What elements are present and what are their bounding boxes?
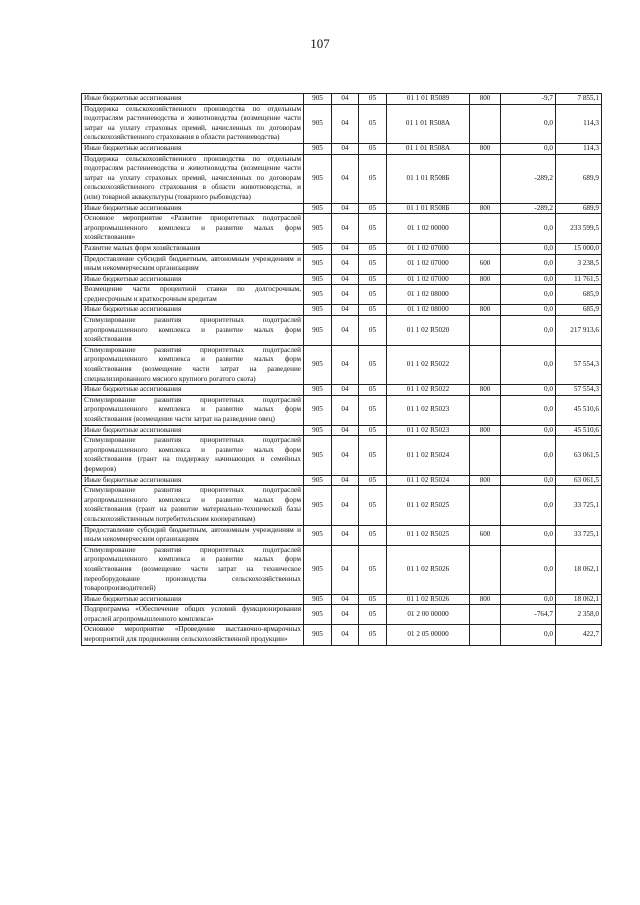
- cell-expense-type: [470, 545, 501, 594]
- cell-section-code: 04: [332, 594, 359, 605]
- cell-expense-type: [470, 605, 501, 625]
- table-row: [82, 605, 602, 625]
- cell-item-name: Стимулирование развития приоритетных подотраслей агропромышленного комплекса и развитие малых форм хозяйствования (грант на поддержку начинающих и семейных фермеров): [82, 436, 304, 475]
- cell-total-amount: 3 238,5: [556, 254, 602, 274]
- cell-subsection-code: 05: [359, 274, 387, 285]
- table-row: [82, 425, 602, 436]
- cell-grbs-code: 905: [304, 475, 332, 486]
- cell-expense-type: [470, 154, 501, 203]
- cell-section-code: 04: [332, 214, 359, 244]
- cell-grbs-code: 905: [304, 203, 332, 214]
- cell-subsection-code: 05: [359, 605, 387, 625]
- cell-item-name: Предоставление субсидий бюджетным, автономным учреждениям и иным некоммерческим организациям: [82, 254, 304, 274]
- cell-grbs-code: 905: [304, 385, 332, 396]
- cell-total-amount: 45 510,6: [556, 395, 602, 425]
- cell-section-code: 04: [332, 305, 359, 316]
- cell-target-article: 01 1 02 R5023: [387, 425, 470, 436]
- cell-grbs-code: 905: [304, 436, 332, 475]
- cell-section-code: 04: [332, 436, 359, 475]
- cell-expense-type: 800: [470, 203, 501, 214]
- cell-subsection-code: 05: [359, 203, 387, 214]
- cell-item-name: Иные бюджетные ассигнования: [82, 594, 304, 605]
- cell-expense-type: 600: [470, 254, 501, 274]
- cell-target-article: 01 1 02 R5024: [387, 475, 470, 486]
- table-row: [82, 274, 602, 285]
- cell-target-article: 01 1 02 R5022: [387, 345, 470, 384]
- cell-item-name: Иные бюджетные ассигнования: [82, 305, 304, 316]
- cell-change-amount: 0,0: [501, 143, 556, 154]
- cell-expense-type: [470, 486, 501, 525]
- table-row: [82, 525, 602, 545]
- cell-item-name: Стимулирование развития приоритетных подотраслей агропромышленного комплекса и развитие малых форм хозяйствования (возмещение части затрат на разведение овец): [82, 395, 304, 425]
- cell-grbs-code: 905: [304, 525, 332, 545]
- cell-change-amount: 0,0: [501, 243, 556, 254]
- cell-grbs-code: 905: [304, 545, 332, 594]
- cell-item-name: Иные бюджетные ассигнования: [82, 475, 304, 486]
- cell-expense-type: [470, 625, 501, 645]
- cell-grbs-code: 905: [304, 254, 332, 274]
- cell-section-code: 04: [332, 274, 359, 285]
- cell-expense-type: 800: [470, 143, 501, 154]
- cell-item-name: Стимулирование развития приоритетных подотраслей агропромышленного комплекса и развитие малых форм хозяйствования: [82, 316, 304, 346]
- cell-subsection-code: 05: [359, 525, 387, 545]
- table-row: [82, 625, 602, 645]
- cell-grbs-code: 905: [304, 486, 332, 525]
- table-row: [82, 395, 602, 425]
- table-row: [82, 436, 602, 475]
- cell-grbs-code: 905: [304, 425, 332, 436]
- cell-subsection-code: 05: [359, 214, 387, 244]
- cell-total-amount: 114,3: [556, 143, 602, 154]
- cell-target-article: 01 1 02 00000: [387, 214, 470, 244]
- cell-item-name: Возмещение части процентной ставки по долгосрочным, среднесрочным и краткосрочным кредитам: [82, 285, 304, 305]
- cell-total-amount: 11 761,5: [556, 274, 602, 285]
- cell-section-code: 04: [332, 395, 359, 425]
- cell-change-amount: -289,2: [501, 154, 556, 203]
- table-row: [82, 203, 602, 214]
- cell-total-amount: 217 913,6: [556, 316, 602, 346]
- cell-change-amount: -764,7: [501, 605, 556, 625]
- cell-expense-type: 600: [470, 525, 501, 545]
- cell-expense-type: 800: [470, 425, 501, 436]
- cell-change-amount: 0,0: [501, 254, 556, 274]
- cell-section-code: 04: [332, 525, 359, 545]
- cell-grbs-code: 905: [304, 104, 332, 143]
- table-row: [82, 345, 602, 384]
- cell-subsection-code: 05: [359, 104, 387, 143]
- cell-target-article: 01 1 02 08000: [387, 305, 470, 316]
- cell-item-name: Стимулирование развития приоритетных подотраслей агропромышленного комплекса и развитие малых форм хозяйствования (возмещение части затрат на разведение специализированного мясного крупного рогатого скота): [82, 345, 304, 384]
- cell-target-article: 01 1 01 R5089: [387, 94, 470, 105]
- cell-total-amount: 2 358,0: [556, 605, 602, 625]
- table-row: [82, 254, 602, 274]
- cell-change-amount: 0,0: [501, 594, 556, 605]
- cell-change-amount: 0,0: [501, 425, 556, 436]
- cell-target-article: 01 2 05 00000: [387, 625, 470, 645]
- cell-target-article: 01 1 01 R508A: [387, 143, 470, 154]
- cell-section-code: 04: [332, 94, 359, 105]
- cell-target-article: 01 1 02 07000: [387, 254, 470, 274]
- cell-subsection-code: 05: [359, 254, 387, 274]
- cell-item-name: Стимулирование развития приоритетных подотраслей агропромышленного комплекса и развитие малых форм хозяйствования (грант на развитие материально-технической базы сельскохозяйственным потребительским кооперативам): [82, 486, 304, 525]
- cell-item-name: Стимулирование развития приоритетных подотраслей агропромышленного комплекса и развитие малых форм хозяйствования (возмещение части затрат на техническое переоборудование производства сельскохозяйственных товаропроизводителей): [82, 545, 304, 594]
- cell-subsection-code: 05: [359, 545, 387, 594]
- cell-total-amount: 18 062,1: [556, 545, 602, 594]
- cell-expense-type: [470, 104, 501, 143]
- cell-grbs-code: 905: [304, 395, 332, 425]
- cell-change-amount: 0,0: [501, 385, 556, 396]
- table-row: [82, 214, 602, 244]
- cell-subsection-code: 05: [359, 385, 387, 396]
- table-row: [82, 385, 602, 396]
- cell-change-amount: 0,0: [501, 274, 556, 285]
- table-row: [82, 545, 602, 594]
- cell-total-amount: 57 554,3: [556, 345, 602, 384]
- cell-grbs-code: 905: [304, 625, 332, 645]
- cell-target-article: 01 1 02 R5025: [387, 525, 470, 545]
- cell-item-name: Поддержка сельскохозяйственного производства по отдельным подотраслям растениеводства и животноводства (возмещение части затрат на уплату страховых премий, начисленных по договорам сельскохозяйственного страхования в области животноводства, и (или) товарной аквакультуры (товарного рыбоводства): [82, 154, 304, 203]
- cell-expense-type: 800: [470, 94, 501, 105]
- cell-item-name: Подпрограмма «Обеспечение общих условий функционирования отраслей агропромышленного комплекса»: [82, 605, 304, 625]
- cell-total-amount: 233 599,5: [556, 214, 602, 244]
- cell-change-amount: 0,0: [501, 486, 556, 525]
- table-row: [82, 475, 602, 486]
- cell-total-amount: 33 725,1: [556, 525, 602, 545]
- cell-grbs-code: 905: [304, 274, 332, 285]
- table-row: [82, 594, 602, 605]
- table-row: [82, 94, 602, 105]
- cell-target-article: 01 1 02 R5025: [387, 486, 470, 525]
- cell-subsection-code: 05: [359, 154, 387, 203]
- cell-grbs-code: 905: [304, 243, 332, 254]
- cell-target-article: 01 1 02 R5026: [387, 594, 470, 605]
- cell-subsection-code: 05: [359, 475, 387, 486]
- cell-item-name: Иные бюджетные ассигнования: [82, 203, 304, 214]
- cell-change-amount: 0,0: [501, 475, 556, 486]
- table-row: [82, 316, 602, 346]
- cell-expense-type: [470, 285, 501, 305]
- cell-item-name: Иные бюджетные ассигнования: [82, 385, 304, 396]
- cell-change-amount: 0,0: [501, 285, 556, 305]
- cell-subsection-code: 05: [359, 486, 387, 525]
- cell-subsection-code: 05: [359, 625, 387, 645]
- cell-target-article: 01 1 02 R5022: [387, 385, 470, 396]
- cell-section-code: 04: [332, 385, 359, 396]
- table-row: [82, 104, 602, 143]
- cell-item-name: Предоставление субсидий бюджетным, автономным учреждениям и иным некоммерческим организациям: [82, 525, 304, 545]
- cell-subsection-code: 05: [359, 305, 387, 316]
- cell-grbs-code: 905: [304, 154, 332, 203]
- cell-item-name: Иные бюджетные ассигнования: [82, 425, 304, 436]
- table-row: [82, 154, 602, 203]
- cell-expense-type: 800: [470, 305, 501, 316]
- cell-section-code: 04: [332, 203, 359, 214]
- cell-section-code: 04: [332, 486, 359, 525]
- page-number: 107: [310, 36, 330, 51]
- cell-target-article: 01 1 01 R508Б: [387, 203, 470, 214]
- cell-subsection-code: 05: [359, 395, 387, 425]
- cell-change-amount: 0,0: [501, 305, 556, 316]
- cell-target-article: 01 1 02 R5020: [387, 316, 470, 346]
- cell-subsection-code: 05: [359, 436, 387, 475]
- cell-change-amount: 0,0: [501, 345, 556, 384]
- cell-expense-type: [470, 345, 501, 384]
- cell-total-amount: 33 725,1: [556, 486, 602, 525]
- cell-change-amount: 0,0: [501, 525, 556, 545]
- cell-section-code: 04: [332, 316, 359, 346]
- cell-change-amount: -9,7: [501, 94, 556, 105]
- cell-total-amount: 45 510,6: [556, 425, 602, 436]
- cell-section-code: 04: [332, 475, 359, 486]
- cell-grbs-code: 905: [304, 285, 332, 305]
- cell-section-code: 04: [332, 625, 359, 645]
- cell-section-code: 04: [332, 143, 359, 154]
- cell-total-amount: 685,9: [556, 285, 602, 305]
- cell-change-amount: 0,0: [501, 214, 556, 244]
- cell-item-name: Иные бюджетные ассигнования: [82, 274, 304, 285]
- cell-item-name: Иные бюджетные ассигнования: [82, 94, 304, 105]
- cell-expense-type: [470, 316, 501, 346]
- cell-grbs-code: 905: [304, 605, 332, 625]
- cell-subsection-code: 05: [359, 243, 387, 254]
- cell-grbs-code: 905: [304, 214, 332, 244]
- table-row: [82, 285, 602, 305]
- cell-section-code: 04: [332, 425, 359, 436]
- cell-grbs-code: 905: [304, 305, 332, 316]
- table-row: [82, 143, 602, 154]
- cell-expense-type: 800: [470, 274, 501, 285]
- cell-subsection-code: 05: [359, 316, 387, 346]
- cell-grbs-code: 905: [304, 594, 332, 605]
- cell-target-article: 01 1 02 R5024: [387, 436, 470, 475]
- cell-target-article: 01 1 02 R5026: [387, 545, 470, 594]
- cell-target-article: 01 2 00 00000: [387, 605, 470, 625]
- cell-expense-type: 800: [470, 385, 501, 396]
- cell-section-code: 04: [332, 545, 359, 594]
- cell-total-amount: 15 000,0: [556, 243, 602, 254]
- cell-item-name: Основное мероприятие «Проведение выставочно-ярмарочных мероприятий для продвижения сельскохозяйственной продукции»: [82, 625, 304, 645]
- cell-item-name: Развитие малых форм хозяйствования: [82, 243, 304, 254]
- cell-section-code: 04: [332, 605, 359, 625]
- cell-item-name: Поддержка сельскохозяйственного производства по отдельным подотраслям растениеводства и животноводства (возмещение части затрат на уплату страховых премий, начисленных по договорам сельскохозяйственного страхования в области растениеводства): [82, 104, 304, 143]
- cell-expense-type: 800: [470, 475, 501, 486]
- cell-section-code: 04: [332, 154, 359, 203]
- cell-item-name: Основное мероприятие «Развитие приоритетных подотраслей агропромышленного комплекса и развитие малых форм хозяйствования»: [82, 214, 304, 244]
- cell-total-amount: 63 061,5: [556, 475, 602, 486]
- cell-change-amount: 0,0: [501, 625, 556, 645]
- cell-total-amount: 689,9: [556, 154, 602, 203]
- cell-change-amount: 0,0: [501, 395, 556, 425]
- cell-grbs-code: 905: [304, 94, 332, 105]
- cell-change-amount: 0,0: [501, 436, 556, 475]
- cell-grbs-code: 905: [304, 143, 332, 154]
- cell-subsection-code: 05: [359, 143, 387, 154]
- cell-target-article: 01 1 02 07000: [387, 274, 470, 285]
- cell-change-amount: 0,0: [501, 545, 556, 594]
- cell-section-code: 04: [332, 285, 359, 305]
- cell-subsection-code: 05: [359, 345, 387, 384]
- cell-expense-type: 800: [470, 594, 501, 605]
- budget-table-body: [82, 94, 602, 646]
- cell-subsection-code: 05: [359, 285, 387, 305]
- cell-total-amount: 689,9: [556, 203, 602, 214]
- cell-expense-type: [470, 243, 501, 254]
- cell-grbs-code: 905: [304, 345, 332, 384]
- cell-total-amount: 57 554,3: [556, 385, 602, 396]
- table-row: [82, 305, 602, 316]
- cell-total-amount: 422,7: [556, 625, 602, 645]
- cell-total-amount: 63 061,5: [556, 436, 602, 475]
- cell-item-name: Иные бюджетные ассигнования: [82, 143, 304, 154]
- cell-change-amount: 0,0: [501, 316, 556, 346]
- cell-section-code: 04: [332, 104, 359, 143]
- cell-grbs-code: 905: [304, 316, 332, 346]
- cell-section-code: 04: [332, 345, 359, 384]
- cell-subsection-code: 05: [359, 94, 387, 105]
- cell-target-article: 01 1 01 R508Б: [387, 154, 470, 203]
- cell-total-amount: 685,9: [556, 305, 602, 316]
- cell-section-code: 04: [332, 254, 359, 274]
- cell-change-amount: 0,0: [501, 104, 556, 143]
- cell-target-article: 01 1 02 08000: [387, 285, 470, 305]
- cell-total-amount: 114,3: [556, 104, 602, 143]
- cell-subsection-code: 05: [359, 425, 387, 436]
- cell-change-amount: -289,2: [501, 203, 556, 214]
- table-row: [82, 243, 602, 254]
- cell-total-amount: 7 855,1: [556, 94, 602, 105]
- budget-table: [81, 93, 602, 646]
- cell-expense-type: [470, 436, 501, 475]
- cell-subsection-code: 05: [359, 594, 387, 605]
- cell-expense-type: [470, 214, 501, 244]
- cell-target-article: 01 1 02 07000: [387, 243, 470, 254]
- cell-expense-type: [470, 395, 501, 425]
- cell-total-amount: 18 062,1: [556, 594, 602, 605]
- cell-target-article: 01 1 01 R508A: [387, 104, 470, 143]
- cell-section-code: 04: [332, 243, 359, 254]
- table-row: [82, 486, 602, 525]
- cell-target-article: 01 1 02 R5023: [387, 395, 470, 425]
